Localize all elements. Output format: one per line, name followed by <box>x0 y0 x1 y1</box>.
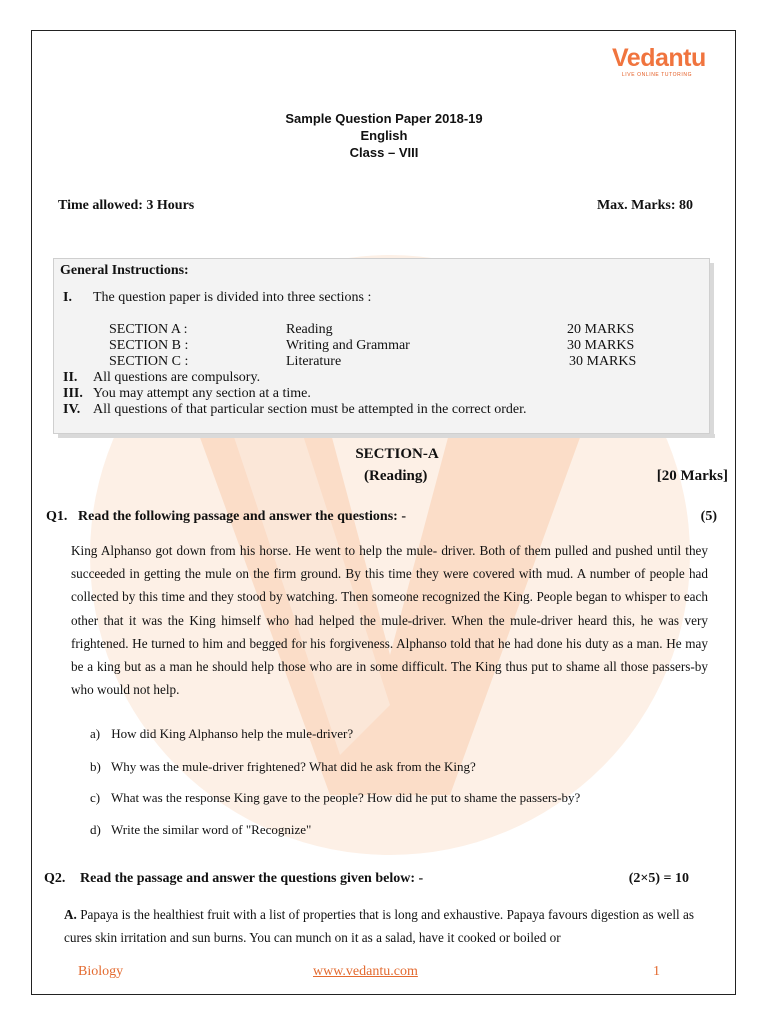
paper-title <box>0 110 768 161</box>
question-label: a) <box>90 726 101 741</box>
vedantu-logo <box>612 44 706 79</box>
footer-website-link[interactable]: www.vedantu.com <box>313 964 418 979</box>
max-marks: Max. Marks: 80 <box>596 198 693 213</box>
general-instructions-box <box>53 258 710 434</box>
title-line-2: English <box>360 128 408 143</box>
section-topic: Reading <box>286 322 333 337</box>
logo-word: Vedantu <box>612 44 706 72</box>
section-name: SECTION A : <box>109 322 188 337</box>
instruction-text: All questions of that particular section must be attempted in the correct order. <box>93 402 527 417</box>
q2-number: Q2. <box>44 871 66 886</box>
q1-prompt: Read the following passage and answer the questions: - <box>78 509 406 524</box>
section-marks: 30 MARKS <box>569 354 637 369</box>
instruction-num: IV. <box>63 402 81 417</box>
question-text: Why was the mule-driver frightened? What did he ask from the King? <box>111 759 476 774</box>
instructions-title: General Instructions: <box>60 263 189 278</box>
question-label: c) <box>90 790 101 805</box>
question-text: What was the response King gave to the people? How did he put to shame the passers-by? <box>111 790 581 805</box>
footer-page-number: 1 <box>653 964 660 979</box>
section-topic: Literature <box>286 354 342 369</box>
q1-marks: (5) <box>700 509 717 524</box>
time-allowed: Time allowed: 3 Hours <box>58 198 195 213</box>
section-a-subtitle: (Reading) <box>364 468 428 484</box>
instruction-text: You may attempt any section at a time. <box>93 386 311 401</box>
instruction-num: I. <box>63 290 72 305</box>
q1-question-c <box>90 790 580 806</box>
section-marks: 30 MARKS <box>567 338 635 353</box>
instruction-num: III. <box>63 386 83 401</box>
question-label: b) <box>90 759 101 774</box>
question-text: How did King Alphanso help the mule-driver? <box>111 726 354 741</box>
question-label: d) <box>90 822 101 837</box>
q1-question-b <box>90 759 476 775</box>
instruction-text: The question paper is divided into three sections : <box>93 290 372 305</box>
footer-subject: Biology <box>78 964 124 979</box>
section-name: SECTION C : <box>109 354 189 369</box>
q2-marks: (2×5) = 10 <box>628 871 689 886</box>
title-line-3: Class – VIII <box>349 145 419 160</box>
q1-passage: King Alphanso got down from his horse. He went to help the mule- driver. Both of them pulled and pushed until they succeeded in getting the mule on the firm ground. By this time they were covered with mud. A number of people had collected by this time and they stood by watching. Then someone recognized the King. People began to whisper to each other that it was the King himself who had helped the mule-driver. When the mule-driver heard this, he was very frightened. He turned to him and begged for his forgiveness. Alphanso told that he had done his duty as a man. He may be a king but as a man he should help those who are in some difficult. The King thus put to shame all those passers-by who would not help. <box>71 543 708 698</box>
title-line-1: Sample Question Paper 2018-19 <box>285 111 483 126</box>
section-topic: Writing and Grammar <box>286 338 410 353</box>
section-a-title: SECTION-A <box>355 446 439 462</box>
q1-question-d <box>90 822 311 838</box>
q1-number: Q1. <box>46 509 68 524</box>
q2-passage <box>64 903 694 949</box>
section-a-marks: [20 Marks] <box>656 468 728 484</box>
section-marks: 20 MARKS <box>567 322 635 337</box>
q2-passage-text: Papaya is the healthiest fruit with a list of properties that is long and exhaustive. Papaya favours digestion as well as cures skin irritation and sun burns. You can munch on it as a salad, have it cooked or boiled or <box>64 907 694 945</box>
q2-prompt: Read the passage and answer the questions given below: - <box>80 871 424 886</box>
q1-question-a <box>90 726 353 742</box>
section-name: SECTION B : <box>109 338 189 353</box>
instruction-text: All questions are compulsory. <box>93 370 261 385</box>
instruction-num: II. <box>63 370 78 385</box>
question-text: Write the similar word of "Recognize" <box>111 822 312 837</box>
logo-tagline: LIVE ONLINE TUTORING <box>621 72 693 78</box>
q2-part-label: A. <box>64 907 77 922</box>
